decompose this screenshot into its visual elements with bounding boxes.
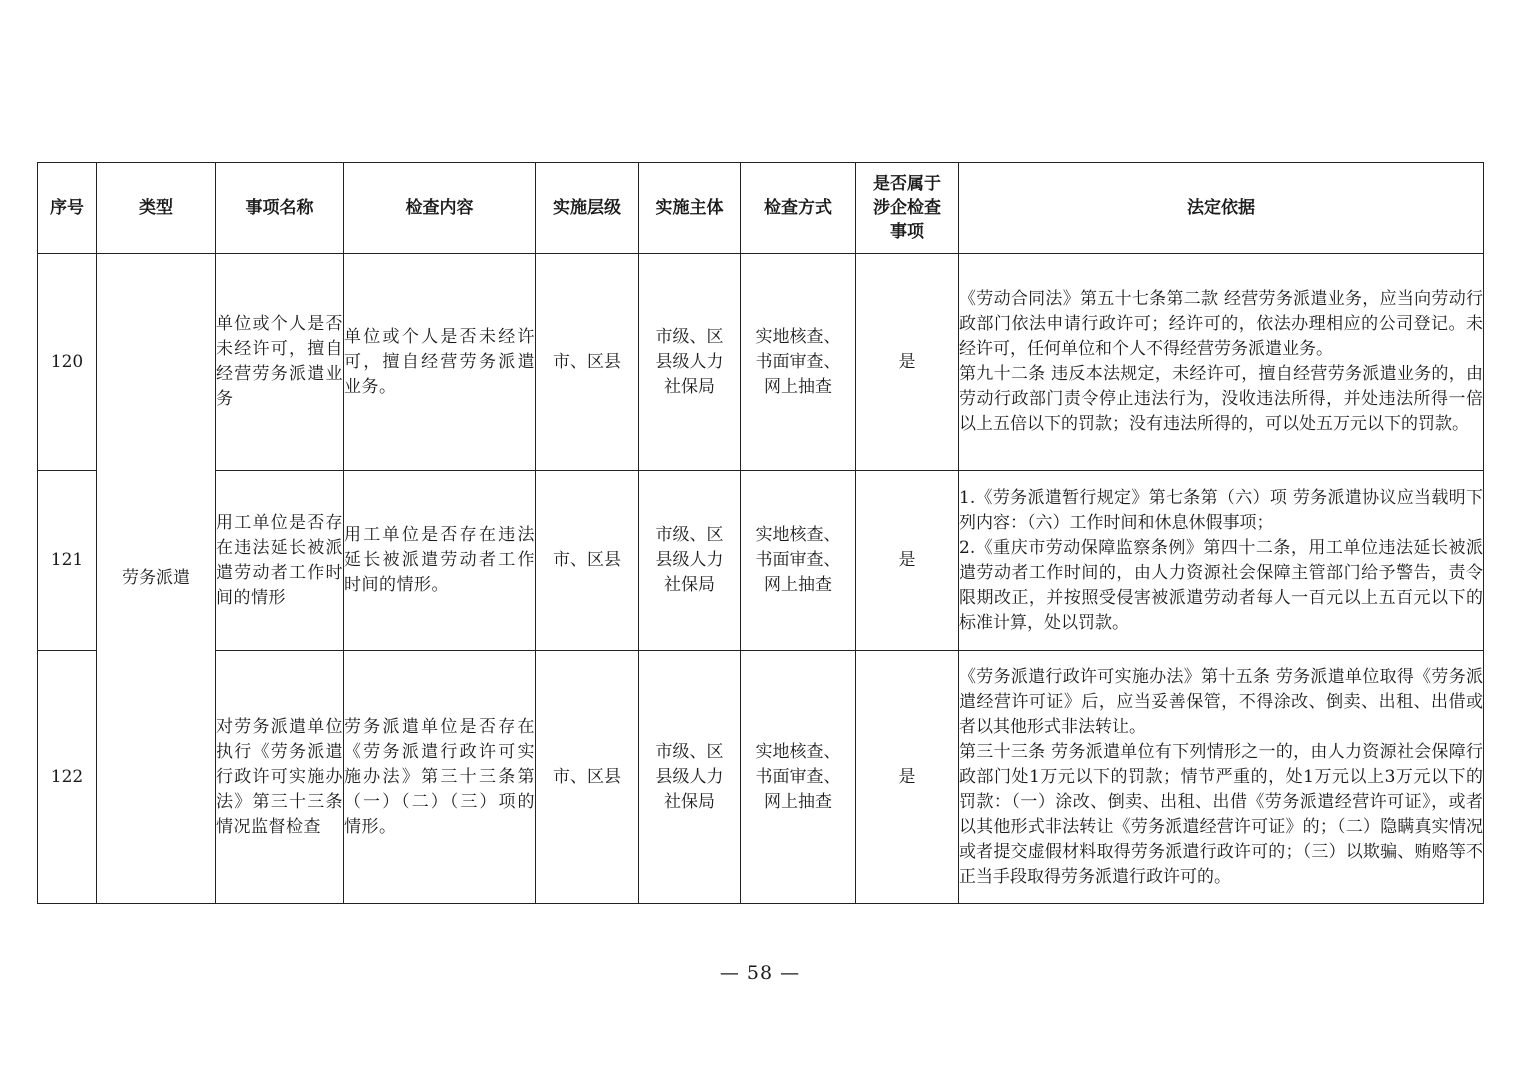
cell-legal-basis [959, 651, 1484, 904]
header-seq: 序号 [38, 163, 97, 254]
cell-check-content: 劳务派遣单位是否存在《劳务派遣行政许可实施办法》第三十三条第（一）（二）（三）项的情形。 [344, 651, 536, 904]
cell-subject: 市级、区县级人力社保局 [639, 651, 741, 904]
cell-item-name: 用工单位是否存在违法延长被派遣劳动者工作时间的情形 [216, 471, 344, 651]
cell-type: 劳务派遣 [97, 254, 216, 904]
legal-basis-paragraph: 1.《劳务派遣暂行规定》第七条第（六）项 劳务派遣协议应当载明下列内容：（六）工作时间和休息休假事项； [959, 487, 1483, 533]
header-type: 类型 [97, 163, 216, 254]
cell-is-enterprise: 是 [856, 471, 959, 651]
legal-basis-paragraph: 第九十二条 违反本法规定，未经许可，擅自经营劳务派遣业务的，由劳动行政部门责令停止违法行为，没收违法所得，并处违法所得一倍以上五倍以下的罚款；没有违法所得的，可以处五万元以下的罚款。 [959, 364, 1483, 434]
header-method: 检查方式 [741, 163, 856, 254]
cell-seq: 120 [38, 254, 97, 471]
header-is-enterprise [856, 163, 959, 254]
cell-check-content: 用工单位是否存在违法延长被派遣劳动者工作时间的情形。 [344, 471, 536, 651]
header-subject: 实施主体 [639, 163, 741, 254]
header-is-enterprise-line2: 涉企检查 [873, 198, 941, 218]
cell-seq: 121 [38, 471, 97, 651]
cell-method: 实地核查、书面审查、网上抽查 [741, 254, 856, 471]
cell-check-content: 单位或个人是否未经许可，擅自经营劳务派遣业务。 [344, 254, 536, 471]
page-number: — 58 — [719, 962, 801, 984]
table-row [38, 254, 1484, 471]
cell-item-name: 对劳务派遣单位执行《劳务派遣行政许可实施办法》第三十三条情况监督检查 [216, 651, 344, 904]
legal-basis-paragraph: 第三十三条 劳务派遣单位有下列情形之一的，由人力资源社会保障行政部门处1万元以下的罚款；情节严重的，处1万元以上3万元以下的罚款：（一）涂改、倒卖、出租、出借《劳务派遣经营许可证》，或者以其他形式非法转让《劳务派遣经营许可证》的；（二）隐瞒真实情况或者提交虚假材料取得劳务派遣行政许可的；（三）以欺骗、贿赂等不正当手段取得劳务派遣行政许可的。 [959, 741, 1483, 887]
cell-is-enterprise: 是 [856, 651, 959, 904]
legal-basis-paragraph: 《劳动合同法》第五十七条第二款 经营劳务派遣业务，应当向劳动行政部门依法申请行政许可；经许可的，依法办理相应的公司登记。未经许可，任何单位和个人不得经营劳务派遣业务。 [959, 289, 1483, 359]
header-level: 实施层级 [536, 163, 639, 254]
header-is-enterprise-line3: 事项 [890, 222, 924, 242]
cell-method: 实地核查、书面审查、网上抽查 [741, 651, 856, 904]
header-check-content: 检查内容 [344, 163, 536, 254]
table-row [38, 651, 1484, 904]
cell-subject: 市级、区县级人力社保局 [639, 471, 741, 651]
cell-level: 市、区县 [536, 471, 639, 651]
cell-is-enterprise: 是 [856, 254, 959, 471]
inspection-items-table [37, 162, 1484, 904]
table-header-row [38, 163, 1484, 254]
cell-subject: 市级、区县级人力社保局 [639, 254, 741, 471]
cell-legal-basis [959, 254, 1484, 471]
cell-method: 实地核查、书面审查、网上抽查 [741, 471, 856, 651]
cell-level: 市、区县 [536, 651, 639, 904]
header-item-name: 事项名称 [216, 163, 344, 254]
cell-level: 市、区县 [536, 254, 639, 471]
cell-item-name: 单位或个人是否未经许可，擅自经营劳务派遣业务 [216, 254, 344, 471]
cell-legal-basis [959, 471, 1484, 651]
header-is-enterprise-line1: 是否属于 [873, 174, 941, 194]
table-row [38, 471, 1484, 651]
cell-seq: 122 [38, 651, 97, 904]
legal-basis-paragraph: 2.《重庆市劳动保障监察条例》第四十二条，用工单位违法延长被派遣劳动者工作时间的，由人力资源社会保障主管部门给予警告，责令限期改正，并按照受侵害被派遣劳动者每人一百元以上五百元以下的标准计算，处以罚款。 [959, 537, 1483, 633]
legal-basis-paragraph: 《劳务派遣行政许可实施办法》第十五条 劳务派遣单位取得《劳务派遣经营许可证》后，应当妥善保管，不得涂改、倒卖、出租、出借或者以其他形式非法转让。 [959, 666, 1483, 737]
header-legal-basis: 法定依据 [959, 163, 1484, 254]
